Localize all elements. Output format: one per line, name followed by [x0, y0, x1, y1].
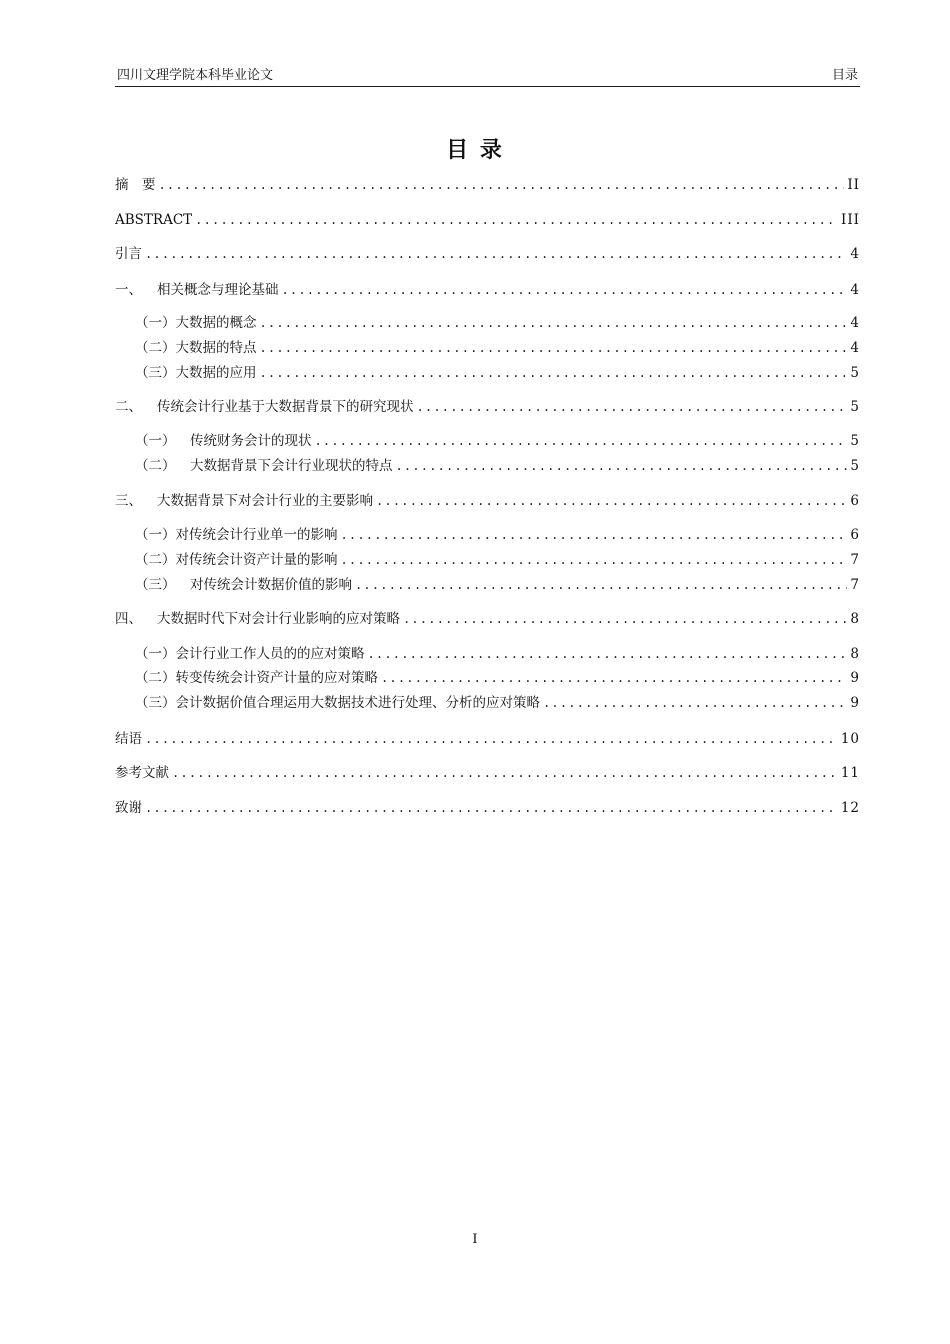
toc-leader-dots — [315, 431, 848, 451]
toc-leader-dots — [543, 693, 847, 713]
toc-entry-text: 大数据背景下对会计行业的主要影响 — [157, 493, 373, 509]
toc-entry-page: 4 — [850, 282, 860, 298]
toc-entry-number: （二） — [135, 458, 176, 474]
header-section-title: 目录 — [831, 68, 858, 83]
toc-entry-text: 对传统会计行业单一的影响 — [175, 527, 338, 543]
toc-entry-label — [135, 668, 378, 688]
toc-entry-number: （一） — [135, 315, 176, 331]
toc-entry-number: 四、 — [115, 611, 142, 627]
toc-entry-chapter-4[interactable] — [115, 609, 860, 629]
toc-entry-text: 转变传统会计资产计量的应对策略 — [175, 670, 378, 686]
toc-leader-dots — [376, 491, 847, 511]
toc-leader-dots — [341, 525, 848, 545]
toc-entry-page: 7 — [850, 577, 860, 593]
toc-entry-page: 4 — [850, 246, 860, 262]
toc-entry-acknowledgements[interactable] — [115, 798, 860, 818]
toc-entry-page: 9 — [850, 695, 860, 711]
toc-entry-page: 4 — [850, 315, 860, 331]
toc-entry-page: II — [847, 177, 860, 193]
toc-leader-dots — [195, 210, 838, 230]
toc-entry-text: 大数据的应用 — [175, 365, 257, 381]
page-header — [115, 67, 860, 87]
toc-entry-number: （一） — [135, 433, 176, 449]
toc-entry-number: （三） — [135, 365, 176, 381]
toc-leader-dots — [403, 609, 847, 629]
toc-leader-dots — [341, 550, 848, 570]
toc-leader-dots — [145, 729, 838, 749]
toc-entry-label — [135, 431, 312, 451]
toc-entry-page: 5 — [850, 365, 860, 381]
toc-entry-section-4-1[interactable] — [135, 644, 860, 664]
toc-leader-dots — [417, 397, 848, 417]
toc-entry-number: （一） — [135, 646, 176, 662]
toc-entry-page: 10 — [840, 731, 860, 747]
toc-leader-dots — [396, 456, 848, 476]
toc-entry-label — [135, 575, 352, 595]
toc-entry-chapter-2[interactable] — [115, 397, 860, 417]
toc-entry-page: 9 — [850, 670, 860, 686]
toc-entry-label: 摘 要 — [115, 177, 156, 193]
toc-entry-page: 7 — [850, 552, 860, 568]
toc-entry-number: （二） — [135, 670, 176, 686]
toc-entry-number: 三、 — [115, 493, 142, 509]
toc-entry-text: 相关概念与理论基础 — [157, 282, 279, 298]
toc-entry-number: （三） — [135, 695, 176, 711]
toc-entry-label — [135, 363, 257, 383]
toc-entry-label — [135, 338, 257, 358]
toc-entry-page: 11 — [840, 765, 860, 781]
toc-leader-dots — [145, 798, 838, 818]
toc-entry-text: 大数据的概念 — [175, 315, 257, 331]
toc-entry-label: 致谢 — [115, 800, 142, 816]
toc-entry-page: 4 — [850, 340, 860, 356]
toc-entry-section-1-1[interactable] — [135, 313, 860, 333]
toc-leader-dots — [172, 763, 838, 783]
toc-entry-label: 结语 — [115, 731, 142, 747]
toc-entry-number: （三） — [135, 577, 176, 593]
toc-entry-label — [115, 280, 279, 300]
toc-entry-label: 参考文献 — [115, 765, 169, 781]
toc-entry-number: 一、 — [115, 282, 142, 298]
toc-entry-page: 5 — [850, 458, 860, 474]
toc-entry-number: （一） — [135, 527, 176, 543]
toc-entry-text: 传统会计行业基于大数据背景下的研究现状 — [157, 399, 414, 415]
toc-entry-page: 6 — [850, 527, 860, 543]
toc-entry-page: 8 — [850, 611, 860, 627]
toc-leader-dots — [260, 363, 848, 383]
toc-leader-dots — [368, 644, 848, 664]
toc-entry-text: 大数据背景下会计行业现状的特点 — [190, 458, 393, 474]
toc-entry-text: 会计行业工作人员的的应对策略 — [175, 646, 365, 662]
toc-entry-page: 8 — [850, 646, 860, 662]
toc-entry-label — [115, 609, 400, 629]
toc-entry-chapter-1[interactable] — [115, 280, 860, 300]
toc-leader-dots — [355, 575, 847, 595]
toc-entry-references[interactable] — [115, 763, 860, 783]
toc-leader-dots — [260, 313, 848, 333]
toc-leader-dots — [159, 175, 845, 195]
toc-entry-section-3-3[interactable] — [135, 575, 860, 595]
toc-entry-label — [135, 693, 540, 713]
toc-leader-dots — [145, 244, 847, 264]
toc-entry-introduction[interactable] — [115, 244, 860, 264]
toc-entry-abstract-cn[interactable] — [115, 175, 860, 195]
toc-entry-section-4-3[interactable] — [135, 693, 860, 713]
toc-entry-label — [135, 456, 393, 476]
toc-entry-page: 6 — [850, 493, 860, 509]
toc-entry-label — [135, 644, 365, 664]
toc-entry-section-2-2[interactable] — [135, 456, 860, 476]
toc-entry-section-4-2[interactable] — [135, 668, 860, 688]
toc-entry-section-1-2[interactable] — [135, 338, 860, 358]
toc-entry-label: 引言 — [115, 246, 142, 262]
header-school-title: 四川文理学院本科毕业论文 — [117, 68, 274, 83]
toc-entry-section-1-3[interactable] — [135, 363, 860, 383]
toc-entry-label — [135, 550, 338, 570]
toc-entry-text: 大数据时代下对会计行业影响的应对策略 — [157, 611, 400, 627]
toc-leader-dots — [381, 668, 847, 688]
toc-entry-label — [115, 491, 373, 511]
toc-entry-section-2-1[interactable] — [135, 431, 860, 451]
toc-entry-abstract-en[interactable] — [115, 210, 860, 230]
toc-entry-number: （二） — [135, 340, 176, 356]
toc-leader-dots — [260, 338, 848, 358]
toc-entry-text: 对传统会计资产计量的影响 — [175, 552, 338, 568]
toc-entry-text: 对传统会计数据价值的影响 — [190, 577, 352, 593]
toc-entry-conclusion[interactable] — [115, 729, 860, 749]
toc-entry-page: 12 — [840, 800, 860, 816]
toc-entry-section-3-2[interactable] — [135, 550, 860, 570]
toc-entry-label — [135, 525, 338, 545]
toc-entry-label: ABSTRACT — [115, 212, 193, 228]
toc-entry-text: 传统财务会计的现状 — [190, 433, 312, 449]
page-number: I — [472, 1232, 478, 1247]
toc-entry-number: （二） — [135, 552, 176, 568]
toc-entry-page: 5 — [850, 399, 860, 415]
toc-entry-text: 会计数据价值合理运用大数据技术进行处理、分析的应对策略 — [175, 695, 540, 711]
toc-entry-number: 二、 — [115, 399, 142, 415]
toc-entry-label — [115, 397, 414, 417]
toc-entry-page: III — [841, 212, 860, 228]
toc-title: 目 录 — [446, 138, 504, 163]
toc-entry-text: 大数据的特点 — [175, 340, 257, 356]
toc-entry-label — [135, 313, 257, 333]
toc-entry-chapter-3[interactable] — [115, 491, 860, 511]
toc-leader-dots — [282, 280, 848, 300]
toc-entry-section-3-1[interactable] — [135, 525, 860, 545]
toc-entry-page: 5 — [850, 433, 860, 449]
